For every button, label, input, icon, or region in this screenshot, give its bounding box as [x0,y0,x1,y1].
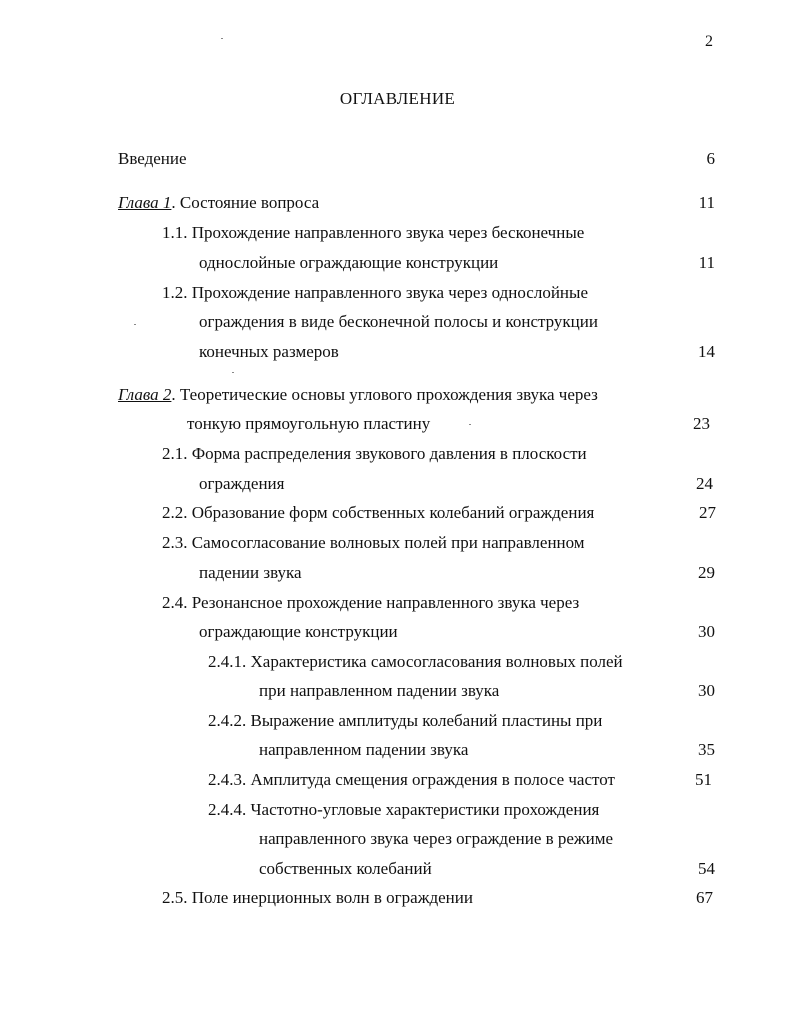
scan-speck [469,424,471,425]
toc-page-2-1: 24 [696,474,713,493]
toc-entry-2-4-2: 2.4.2. Выражение амплитуды колебаний пластины при [208,711,603,730]
toc-page-2-5: 67 [696,888,713,907]
toc-entry-chapter-2: Глава 2. Теоретические основы углового прохождения звука через [118,385,598,404]
scan-speck [134,324,136,325]
toc-entry-2-4-2-cont: направленном падении звука [259,740,469,759]
toc-page-1-1: 11 [698,253,715,272]
toc-entry-2-3-cont: падении звука [199,563,302,582]
toc-entry-2-5: 2.5. Поле инерционных волн в ограждении [162,888,473,907]
toc-page-chapter-2: 23 [693,414,710,433]
toc-entry-1-2: 1.2. Прохождение направленного звука через однослойные [162,283,588,302]
toc-entry-2-2: 2.2. Образование форм собственных колебаний ограждения [162,503,595,522]
toc-entry-1-2-cont: ограждения в виде бесконечной полосы и конструкции [199,312,598,331]
toc-entry-2-4-cont: ограждающие конструкции [199,622,398,641]
toc-page-2-4-3: 51 [695,770,712,789]
toc-entry-intro: Введение [118,149,187,168]
toc-entry-2-1: 2.1. Форма распределения звукового давления в плоскости [162,444,587,463]
toc-entry-2-3: 2.3. Самосогласование волновых полей при направленном [162,533,585,552]
chapter-label: Глава 1 [118,193,172,212]
toc-page-2-2: 27 [699,503,716,522]
scan-speck [232,372,234,373]
toc-page-2-4-2: 35 [698,740,715,759]
toc-entry-2-4-1: 2.4.1. Характеристика самосогласования волновых полей [208,652,623,671]
toc-entry-chapter-2-cont: тонкую прямоугольную пластину [187,414,431,433]
toc-page-2-4-1: 30 [698,681,715,700]
toc-entry-1-1: 1.1. Прохождение направленного звука через бесконечные [162,223,585,242]
toc-entry-2-4-4: 2.4.4. Частотно-угловые характеристики прохождения [208,800,600,819]
toc-entry-2-4-1-cont: при направленном падении звука [259,681,500,700]
toc-page-2-4-4: 54 [698,859,715,878]
toc-entry-chapter-1: Глава 1. Состояние вопроса [118,193,320,212]
toc-entry-1-1-cont: однослойные ограждающие конструкции [199,253,499,272]
page-title: ОГЛАВЛЕНИЕ [339,89,456,108]
toc-page-2-3: 29 [698,563,715,582]
chapter-label: Глава 2 [118,385,172,404]
toc-entry-2-1-cont: ограждения [199,474,285,493]
toc-page-1-2: 14 [698,342,715,361]
toc-entry-2-4-4-cont: направленного звука через ограждение в режиме [259,829,614,848]
toc-page-intro: 6 [706,149,715,168]
toc-page-2-4: 30 [698,622,715,641]
toc-page-chapter-1: 11 [698,193,715,212]
toc-entry-1-2-cont2: конечных размеров [199,342,339,361]
scan-speck [221,38,223,39]
toc-entry-2-4-4-cont2: собственных колебаний [259,859,432,878]
page-number: 2 [705,33,713,50]
toc-entry-2-4-3: 2.4.3. Амплитуда смещения ограждения в полосе частот [208,770,615,789]
toc-entry-2-4: 2.4. Резонансное прохождение направленного звука через [162,593,580,612]
